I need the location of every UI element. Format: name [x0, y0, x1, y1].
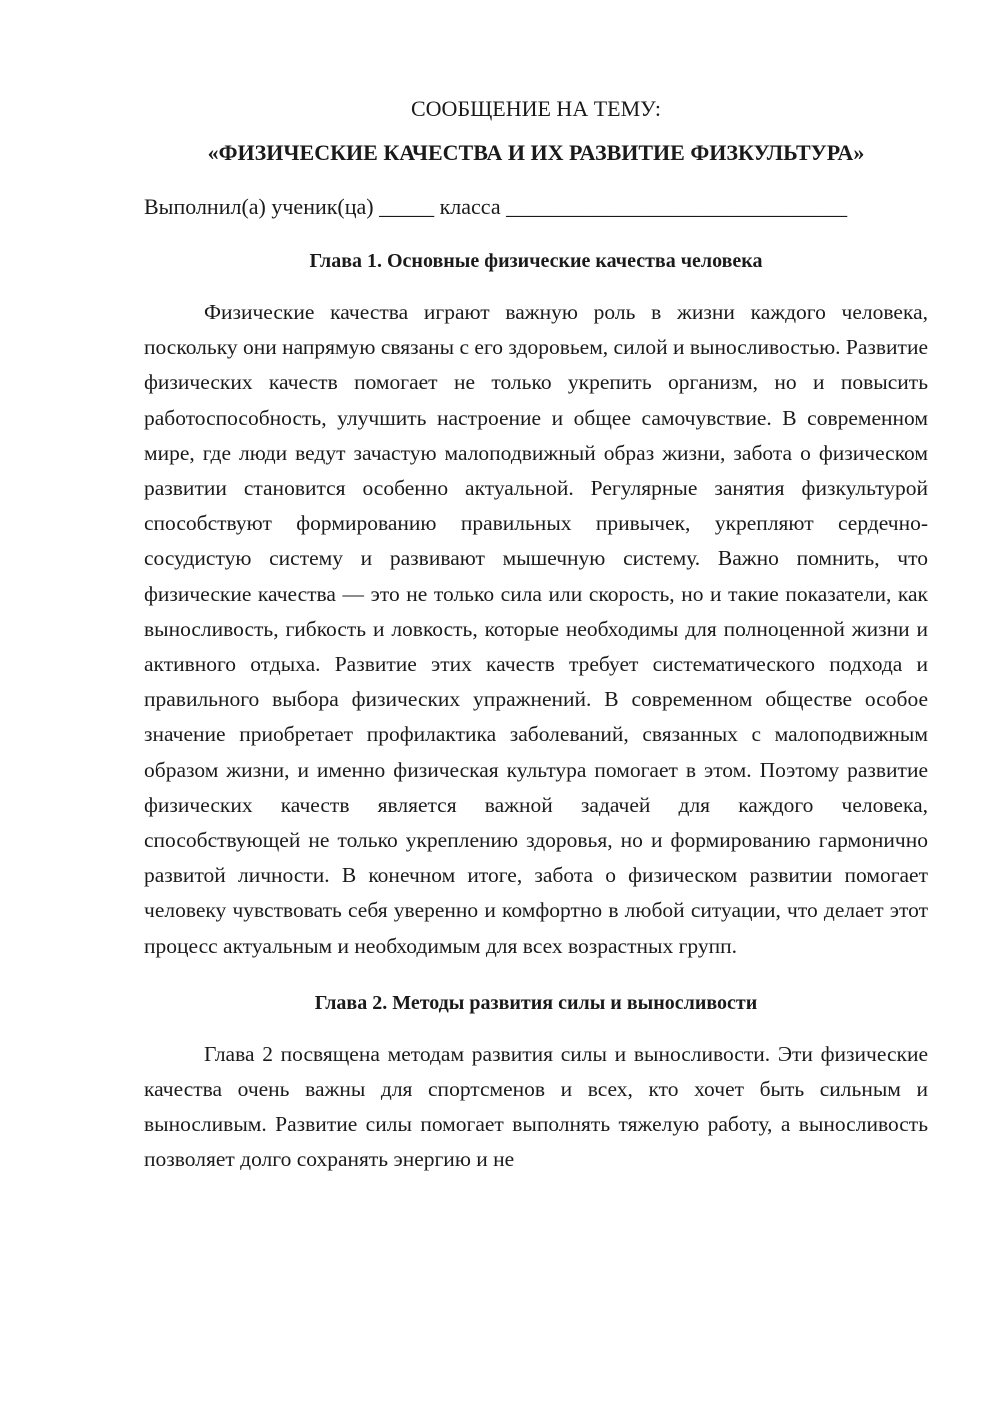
document-heading: СООБЩЕНИЕ НА ТЕМУ:	[411, 96, 661, 121]
document-body	[144, 92, 928, 1178]
chapter-2-paragraph: Глава 2 посвящена методам развития силы и выносливости. Эти физические качества очень важны для спортсменов и всех, кто хочет быть сильным и выносливым. Развитие силы помогает выполнять тяжелую работу, а выносливость позволяет долго сохранять энергию и не	[144, 1041, 928, 1172]
author-line: Выполнил(а) ученик(ца) _____ класса _______________________________	[144, 194, 848, 219]
chapter-2-heading: Глава 2. Методы развития силы и выносливости	[314, 991, 758, 1014]
chapter-1-heading: Глава 1. Основные физические качества человека	[309, 250, 763, 272]
document-title: «ФИЗИЧЕСКИЕ КАЧЕСТВА И ИХ РАЗВИТИЕ ФИЗКУЛЬТУРА»	[207, 140, 865, 165]
chapter-1-paragraph: Физические качества играют важную роль в жизни каждого человека, поскольку они напрямую связаны с его здоровьем, силой и выносливостью. Развитие физических качеств помогает не только укрепить организм, но и повысить работоспособность, улучшить настроение и общее самочувствие. В современном мире, где люди ведут зачастую малоподвижный образ жизни, забота о физическом развитии становится особенно актуальной. Регулярные занятия физкультурой способствуют формированию правильных привычек, укрепляют сердечно-сосудистую систему и развивают мышечную систему. Важно помнить, что физические качества — это не только сила или скорость, но и такие показатели, как выносливость, гибкость и ловкость, которые необходимы для полноценной жизни и активного отдыха. Развитие этих качеств требует систематического подхода и правильного выбора физических упражнений. В современном обществе особое значение приобретает профилактика заболеваний, связанных с малоподвижным образом жизни, и именно физическая культура помогает в этом. Поэтому развитие физических качеств является важной задачей для каждого человека, способствующей не только укреплению здоровья, но и формированию гармонично развитой личности. В конечном итоге, забота о физическом развитии помогает человеку чувствовать себя уверенно и комфортно в любой ситуации, что делает этот процесс актуальным и необходимым для всех возрастных групп.	[144, 300, 928, 958]
